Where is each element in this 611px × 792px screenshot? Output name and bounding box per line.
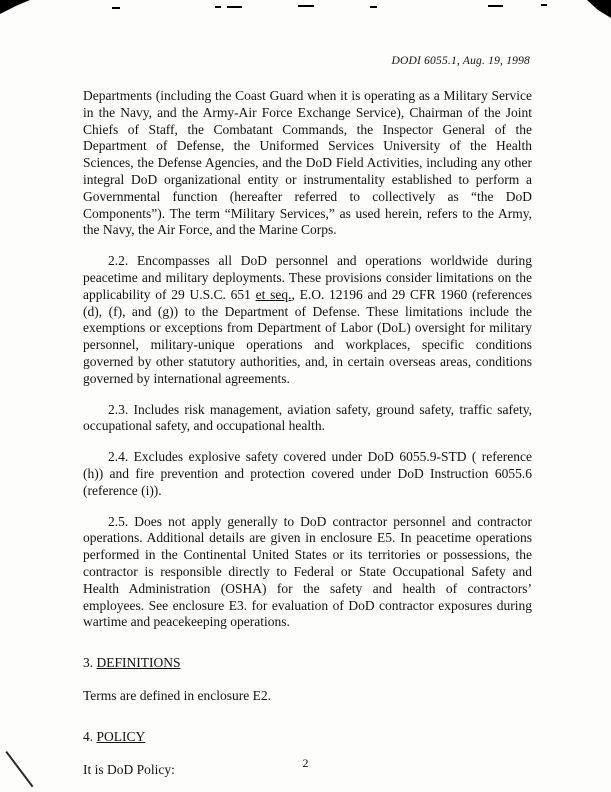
paragraph-continuation: Departments (including the Coast Guard when it is operating as a Military Service in the Navy, and the Army-Air Force Exchange Service), Chairman of the Joint Chiefs of Staff, the Combatant Commands, the Inspector General of the Department of Defense, the Uniformed Services University of the Health Sciences, the Defense Agencies, and the DoD Field Activities, including any other integral DoD organizational entity or instrumentality established to perform a Governmental function (hereafter referred to collectively as “the DoD Components”). The term “Military Services,” as used herein, refers to the Army, the Navy, the Air Force, and the Marine Corps. bbox=[83, 88, 532, 238]
paragraph-2-2-underlined-citation: et seq. bbox=[255, 286, 292, 302]
scan-artifact-dash bbox=[488, 5, 503, 7]
paragraph-2-2-text-end: , E.O. 12196 and 29 CFR 1960 (references (d), (f), and (g)) to the Department of Defense. These limitations include the exemptions or exceptions from Department of Labor (DoL) oversight for military personnel, military-unique operations and workplaces, specific conditions governed by other statutory authorities, and, in certain overseas areas, conditions governed by international agreements. bbox=[83, 286, 532, 386]
scan-artifact-corner-top-left bbox=[0, 0, 30, 14]
section-3-heading bbox=[83, 655, 532, 672]
scan-artifact-dash bbox=[215, 6, 221, 8]
paragraph-2-2-text-start: 2.2. Encompasses all DoD personnel and operations worldwide during peacetime and military deployments. These provisions consider limitations on the applicability of 29 U.S.C. 651 bbox=[83, 253, 532, 302]
paragraph-2-3: 2.3. Includes risk management, aviation safety, ground safety, traffic safety, occupational safety, and occupational health. bbox=[83, 401, 532, 434]
section-4-heading bbox=[83, 729, 532, 746]
scan-artifact-dash bbox=[298, 5, 314, 7]
paragraph-2-5: 2.5. Does not apply generally to DoD contractor personnel and contractor operations. Additional details are given in enclosure E5. In peacetime operations performed in the Continental United States or its territories or possessions, the contractor is responsible directly to Federal or State Occupational Safety and Health Administration (OSHA) for the safety and health of contractors’ employees. See enclosure E3. for evaluation of DoD contractor exposures during wartime and peacekeeping operations. bbox=[83, 513, 532, 630]
section-4-title: POLICY bbox=[96, 728, 146, 744]
paragraph-2-4: 2.4. Excludes explosive safety covered under DoD 6055.9-STD ( reference (h)) and fire prevention and protection covered under DoD Instruction 6055.6 (reference (i)). bbox=[83, 449, 532, 498]
scan-artifact-dash bbox=[112, 7, 120, 9]
paragraph-2-2 bbox=[83, 253, 532, 387]
page-number: 2 bbox=[302, 756, 309, 770]
scan-artifact-corner-top-right bbox=[587, 0, 611, 18]
scan-artifact-dash bbox=[541, 4, 547, 6]
section-3-body: Terms are defined in enclosure E2. bbox=[83, 687, 271, 703]
section-4-number: 4. bbox=[83, 728, 97, 744]
document-id-header: DODI 6055.1, Aug. 19, 1998 bbox=[391, 55, 530, 67]
section-3-title: DEFINITIONS bbox=[96, 655, 181, 671]
section-3-number: 3. bbox=[83, 655, 97, 671]
scan-artifact-dash bbox=[370, 6, 377, 8]
document-body bbox=[83, 88, 532, 792]
section-4-body: It is DoD Policy: bbox=[83, 761, 175, 777]
scan-artifact-dash bbox=[227, 6, 242, 8]
